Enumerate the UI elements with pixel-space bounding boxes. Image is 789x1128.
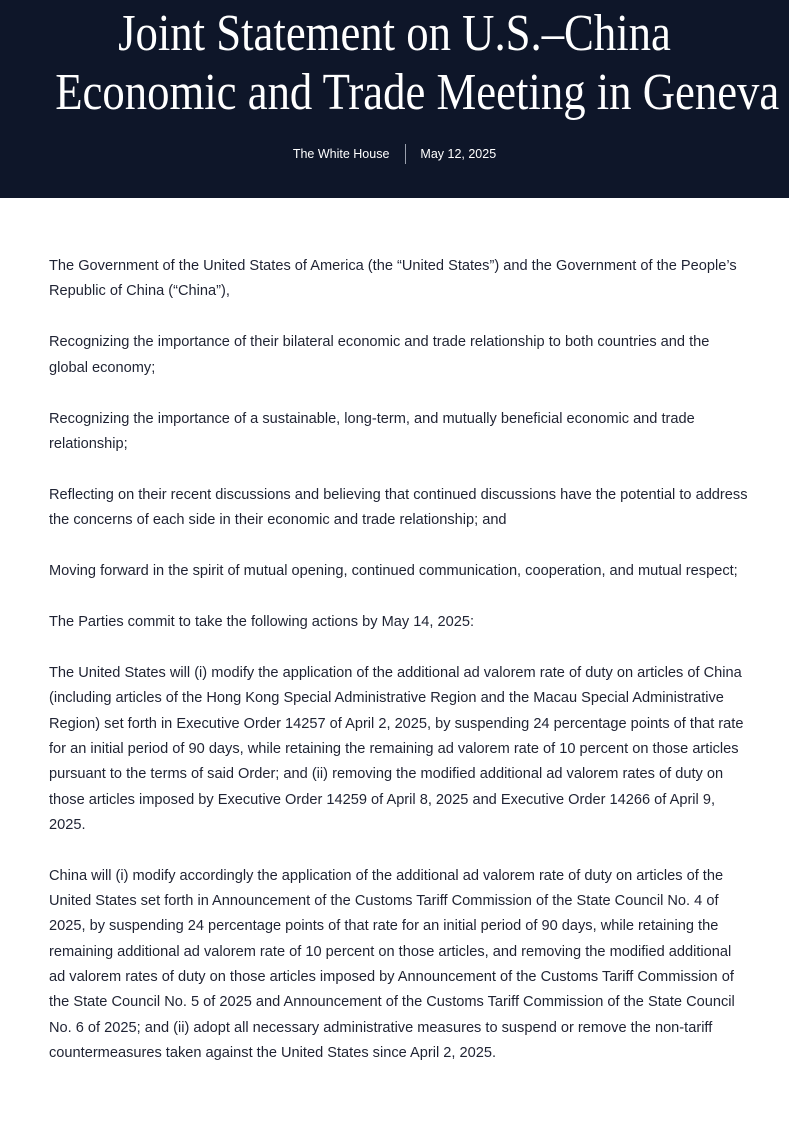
article-body [49, 254, 749, 1092]
paragraph-reflecting: Reflecting on their recent discussions and believing that continued discussions have the potential to address the concerns of each side in their economic and trade relationship; and [49, 486, 748, 529]
paragraph-commitment: The Parties commit to take the following actions by May 14, 2025: [49, 614, 475, 631]
publish-date: May 12, 2025 [420, 146, 497, 161]
paragraph-united-states-actions: The United States will (i) modify the application of the additional ad valorem rate of duty on articles of China (including articles of the Hong Kong Special Administrative Region and the Macau Special Administrative Region) set forth in Executive Order 14257 of April 2, 2025, by suspending 24 percentage points of that rate for an initial period of 90 days, while retaining the remaining ad valorem rate of 10 percent on those articles pursuant to the terms of said Order; and (ii) removing the modified additional ad valorem rates of duty on those articles imposed by Executive Order 14259 of April 8, 2025 and Executive Order 14266 of April 9, 2025. [49, 665, 744, 833]
paragraph-moving-forward: Moving forward in the spirit of mutual opening, continued communication, cooperation, and mutual respect; [49, 563, 738, 580]
author-link[interactable]: The White House [292, 146, 390, 161]
page-title-line-2: Economic and Trade Meeting in Geneva [55, 64, 780, 121]
page-title [55, 4, 780, 122]
meta-divider [405, 144, 406, 164]
article-header [0, 0, 789, 198]
page-title-line-1: Joint Statement on U.S.–China [118, 5, 671, 62]
article-meta [0, 143, 789, 163]
paragraph-recognizing-sustainable: Recognizing the importance of a sustainable, long-term, and mutually beneficial economic and trade relationship; [49, 410, 695, 452]
paragraph-china-actions: China will (i) modify accordingly the application of the additional ad valorem rate of duty on articles of the United States set forth in Announcement of the Customs Tariff Commission of the State Council No. 4 of 2025, by suspending 24 percentage points of that rate for an initial period of 90 days, while retaining the remaining additional ad valorem rate of 10 percent on those articles, and removing the modified additional ad valorem rates of duty on those articles imposed by Announcement of the Customs Tariff Commission of the State Council No. 5 of 2025 and Announcement of the Customs Tariff Commission of the State Council No. 6 of 2025; and (ii) adopt all necessary administrative measures to suspend or remove the non-tariff countermeasures taken against the United States since April 2, 2025. [49, 867, 735, 1061]
paragraph-recognizing-bilateral: Recognizing the importance of their bilateral economic and trade relationship to both countries and the global economy; [49, 334, 710, 376]
paragraph-parties: The Government of the United States of America (the “United States”) and the Government of the People’s Republic of China (“China”), [49, 258, 737, 300]
